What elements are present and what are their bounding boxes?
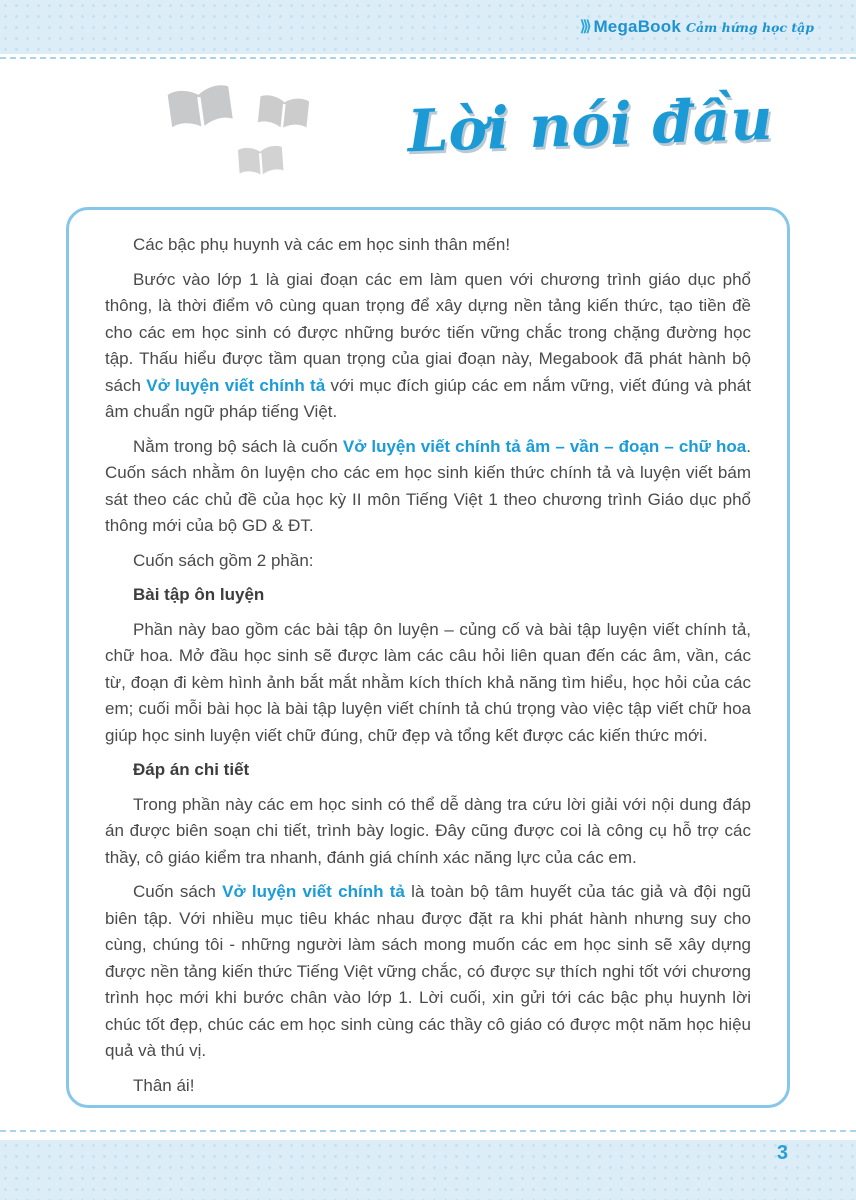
bottom-dashed-divider — [0, 1130, 856, 1132]
book-title-accent: Vở luyện viết chính tả — [222, 882, 405, 902]
greeting-text: Các bậc phụ huynh và các em học sinh thân mến! — [133, 235, 511, 254]
heading-text: Đáp án chi tiết — [133, 760, 250, 780]
conclusion-text-end: là toàn bộ tâm huyết của tác giả và đội ngũ biên tập. Với nhiều mục tiêu khác nhau được đặt ra khi phát hành nhưng suy cho cùng, chúng tôi - những người làm sách mong muốn các em học sinh sẽ xây dựng được nền tảng kiến thức Tiếng Việt vững chắc, có được sự thích nghi tốt với chương trình học mới khi bước chân vào lớp 1. Lời cuối, xin gửi tới các bậc phụ huynh lời chúc tốt đẹp, chúc các em học sinh cùng các thầy cô giáo có được một năm học hiệu quả và thú vị. — [105, 882, 751, 1061]
closing-text: Thân ái! — [133, 1075, 195, 1095]
brand-tagline: Cảm hứng học tập — [686, 20, 814, 35]
description-text: Nằm trong bộ sách là cuốn — [133, 436, 343, 456]
megabook-waves-icon: ⟩⟩⟩ — [579, 18, 589, 35]
paragraph-structure — [105, 548, 751, 575]
paragraph-answers-detail — [105, 792, 751, 872]
paragraph-exercises-detail — [105, 617, 751, 750]
answers-text: Trong phần này các em học sinh có thể dễ dàng tra cứu lời giải với nội dung đáp án được biên soạn chi tiết, trình bày logic. Đây cũng được coi là công cụ hỗ trợ các thầy, cô giáo kiểm tra nhanh, đánh giá chính xác năng lực của các em. — [105, 794, 751, 867]
section-heading-exercises — [105, 582, 751, 609]
paragraph-book-description — [105, 434, 751, 540]
book-title-accent: Vở luyện viết chính tả âm – vần – đoạn – chữ hoa — [342, 436, 747, 456]
description-text-end: . Cuốn sách nhằm ôn luyện cho các em học sinh kiến thức chính tả và luyện viết bám sát theo các chủ đề của học kỳ II môn Tiếng Việt 1 theo chương trình Giáo dục phổ thông mới của bộ GD & ĐT. — [105, 436, 751, 536]
series-title-accent: Vở luyện viết chính tả — [146, 375, 326, 395]
conclusion-text: Cuốn sách — [133, 882, 223, 902]
page-title: Lời nói đầu — [406, 84, 774, 166]
top-band — [0, 0, 856, 54]
top-dashed-divider — [0, 57, 856, 59]
exercises-text: Phần này bao gồm các bài tập ôn luyện – củng cố và bài tập luyện viết chính tả, chữ hoa. Mở đầu học sinh sẽ được làm các câu hỏi liên quan đến các âm, vần, các từ, đoạn đi kèm hình ảnh bắt mắt nhằm kích thích khả năng tìm hiểu, học hỏi của các em; cuối mỗi bài học là bài tập luyện viết chính tả chú trọng vào việc tập viết chữ hoa giúp học sinh luyện viết chữ đúng, chữ đẹp và tổng kết được các kiến thức mới. — [105, 619, 751, 745]
intro-text: Bước vào lớp 1 là giai đoạn các em làm quen với chương trình giáo dục phổ thông, là thời điểm vô cùng quan trọng để xây dựng nền tảng kiến thức, tạo tiền đề cho các em học sinh có được những bước tiến vững chắc trong chặng đường học tập. Thấu hiểu được tầm quan trọng của giai đoạn này, Megabook đã phát hành bộ sách — [105, 269, 751, 395]
decorative-books — [160, 80, 320, 190]
paragraph-intro — [105, 267, 751, 426]
bottom-band — [0, 1140, 856, 1200]
paragraph-closing — [105, 1073, 751, 1100]
brand-name: MegaBook — [593, 17, 681, 36]
paragraph-greeting — [105, 232, 751, 259]
structure-text: Cuốn sách gồm 2 phần: — [133, 550, 314, 570]
page-number: 3 — [776, 1142, 788, 1164]
section-heading-answers — [105, 757, 751, 784]
book-icon — [163, 81, 240, 143]
paragraph-conclusion — [105, 879, 751, 1065]
intro-text-end: với mục đích giúp các em nắm vững, viết đúng và phát âm chuẩn ngữ pháp tiếng Việt. — [105, 375, 751, 422]
preface-box — [66, 207, 790, 1108]
brand-logo — [580, 17, 814, 37]
book-icon — [235, 144, 288, 186]
heading-text: Bài tập ôn luyện — [133, 585, 265, 605]
book-icon — [253, 92, 313, 140]
